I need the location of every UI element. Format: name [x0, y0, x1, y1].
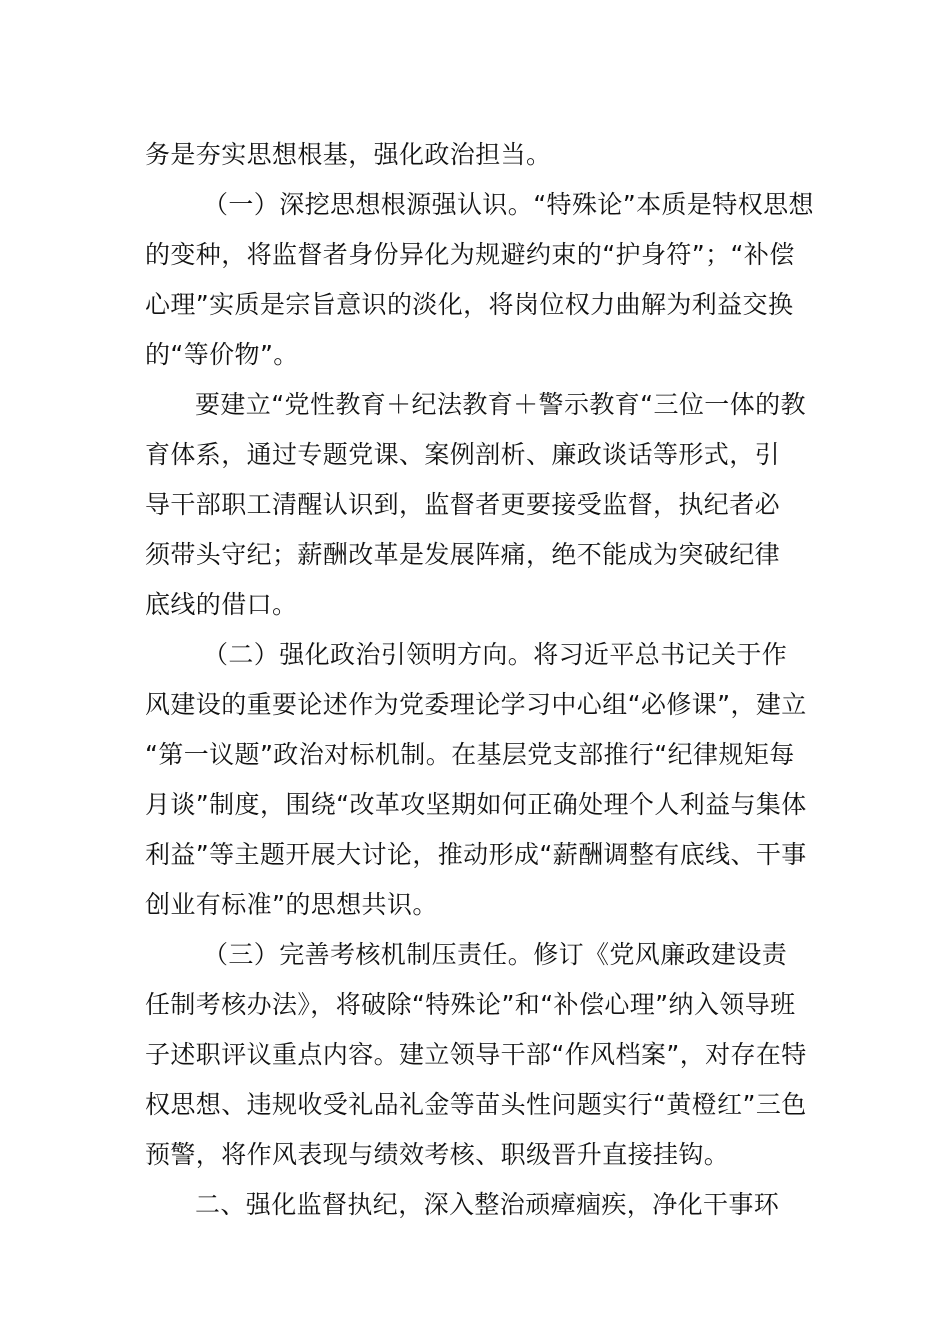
text-line: 心理”实质是宗旨意识的淡化，将岗位权力曲解为利益交换: [145, 290, 794, 319]
text-line: 务是夯实思想根基，强化政治担当。: [145, 140, 552, 169]
text-line: 月谈”制度，围绕“改革攻坚期如何正确处理个人利益与集体: [145, 790, 807, 819]
section-heading-2: 二、强化监督执纪，深入整治顽瘴痼疾，净化干事环: [195, 1190, 780, 1219]
subsection-heading-3: （三）完善考核机制压责任。修订《党风廉政建设责: [203, 940, 788, 969]
document-body: [145, 130, 814, 1230]
text-line: 育体系，通过专题党课、案例剖析、廉政谈话等形式，引: [145, 440, 781, 469]
text-line: 创业有标准”的思想共识。: [145, 890, 438, 919]
text-line: 底线的借口。: [145, 590, 298, 619]
text-line: “第一议题”政治对标机制。在基层党支部推行“纪律规矩每: [145, 740, 795, 769]
paragraph-start: 要建立“党性教育＋纪法教育＋警示教育“三位一体的教: [195, 390, 806, 419]
text-line: 预警，将作风表现与绩效考核、职级晋升直接挂钩。: [145, 1140, 730, 1169]
text-line: 风建设的重要论述作为党委理论学习中心组“必修课”，建立: [145, 690, 807, 719]
text-line: 利益”等主题开展大讨论，推动形成“薪酬调整有底线、干事: [145, 840, 807, 869]
text-line: 的变种，将监督者身份异化为规避约束的“护身符”；“补偿: [145, 240, 795, 269]
text-line: 权思想、违规收受礼品礼金等苗头性问题实行“黄橙红”三色: [145, 1090, 807, 1119]
subsection-heading-1: （一）深挖思想根源强认识。“特殊论”本质是特权思想: [203, 190, 814, 219]
text-line: 须带头守纪；薪酬改革是发展阵痛，绝不能成为突破纪律: [145, 540, 781, 569]
text-line: 导干部职工清醒认识到，监督者更要接受监督，执纪者必: [145, 490, 781, 519]
text-line: 任制考核办法》，将破除“特殊论”和“补偿心理”纳入领导班: [145, 990, 796, 1019]
text-line: 的“等价物”。: [145, 340, 299, 369]
text-line: 子述职评议重点内容。建立领导干部“作风档案”，对存在特: [145, 1040, 807, 1069]
subsection-heading-2: （二）强化政治引领明方向。将习近平总书记关于作: [203, 640, 788, 669]
